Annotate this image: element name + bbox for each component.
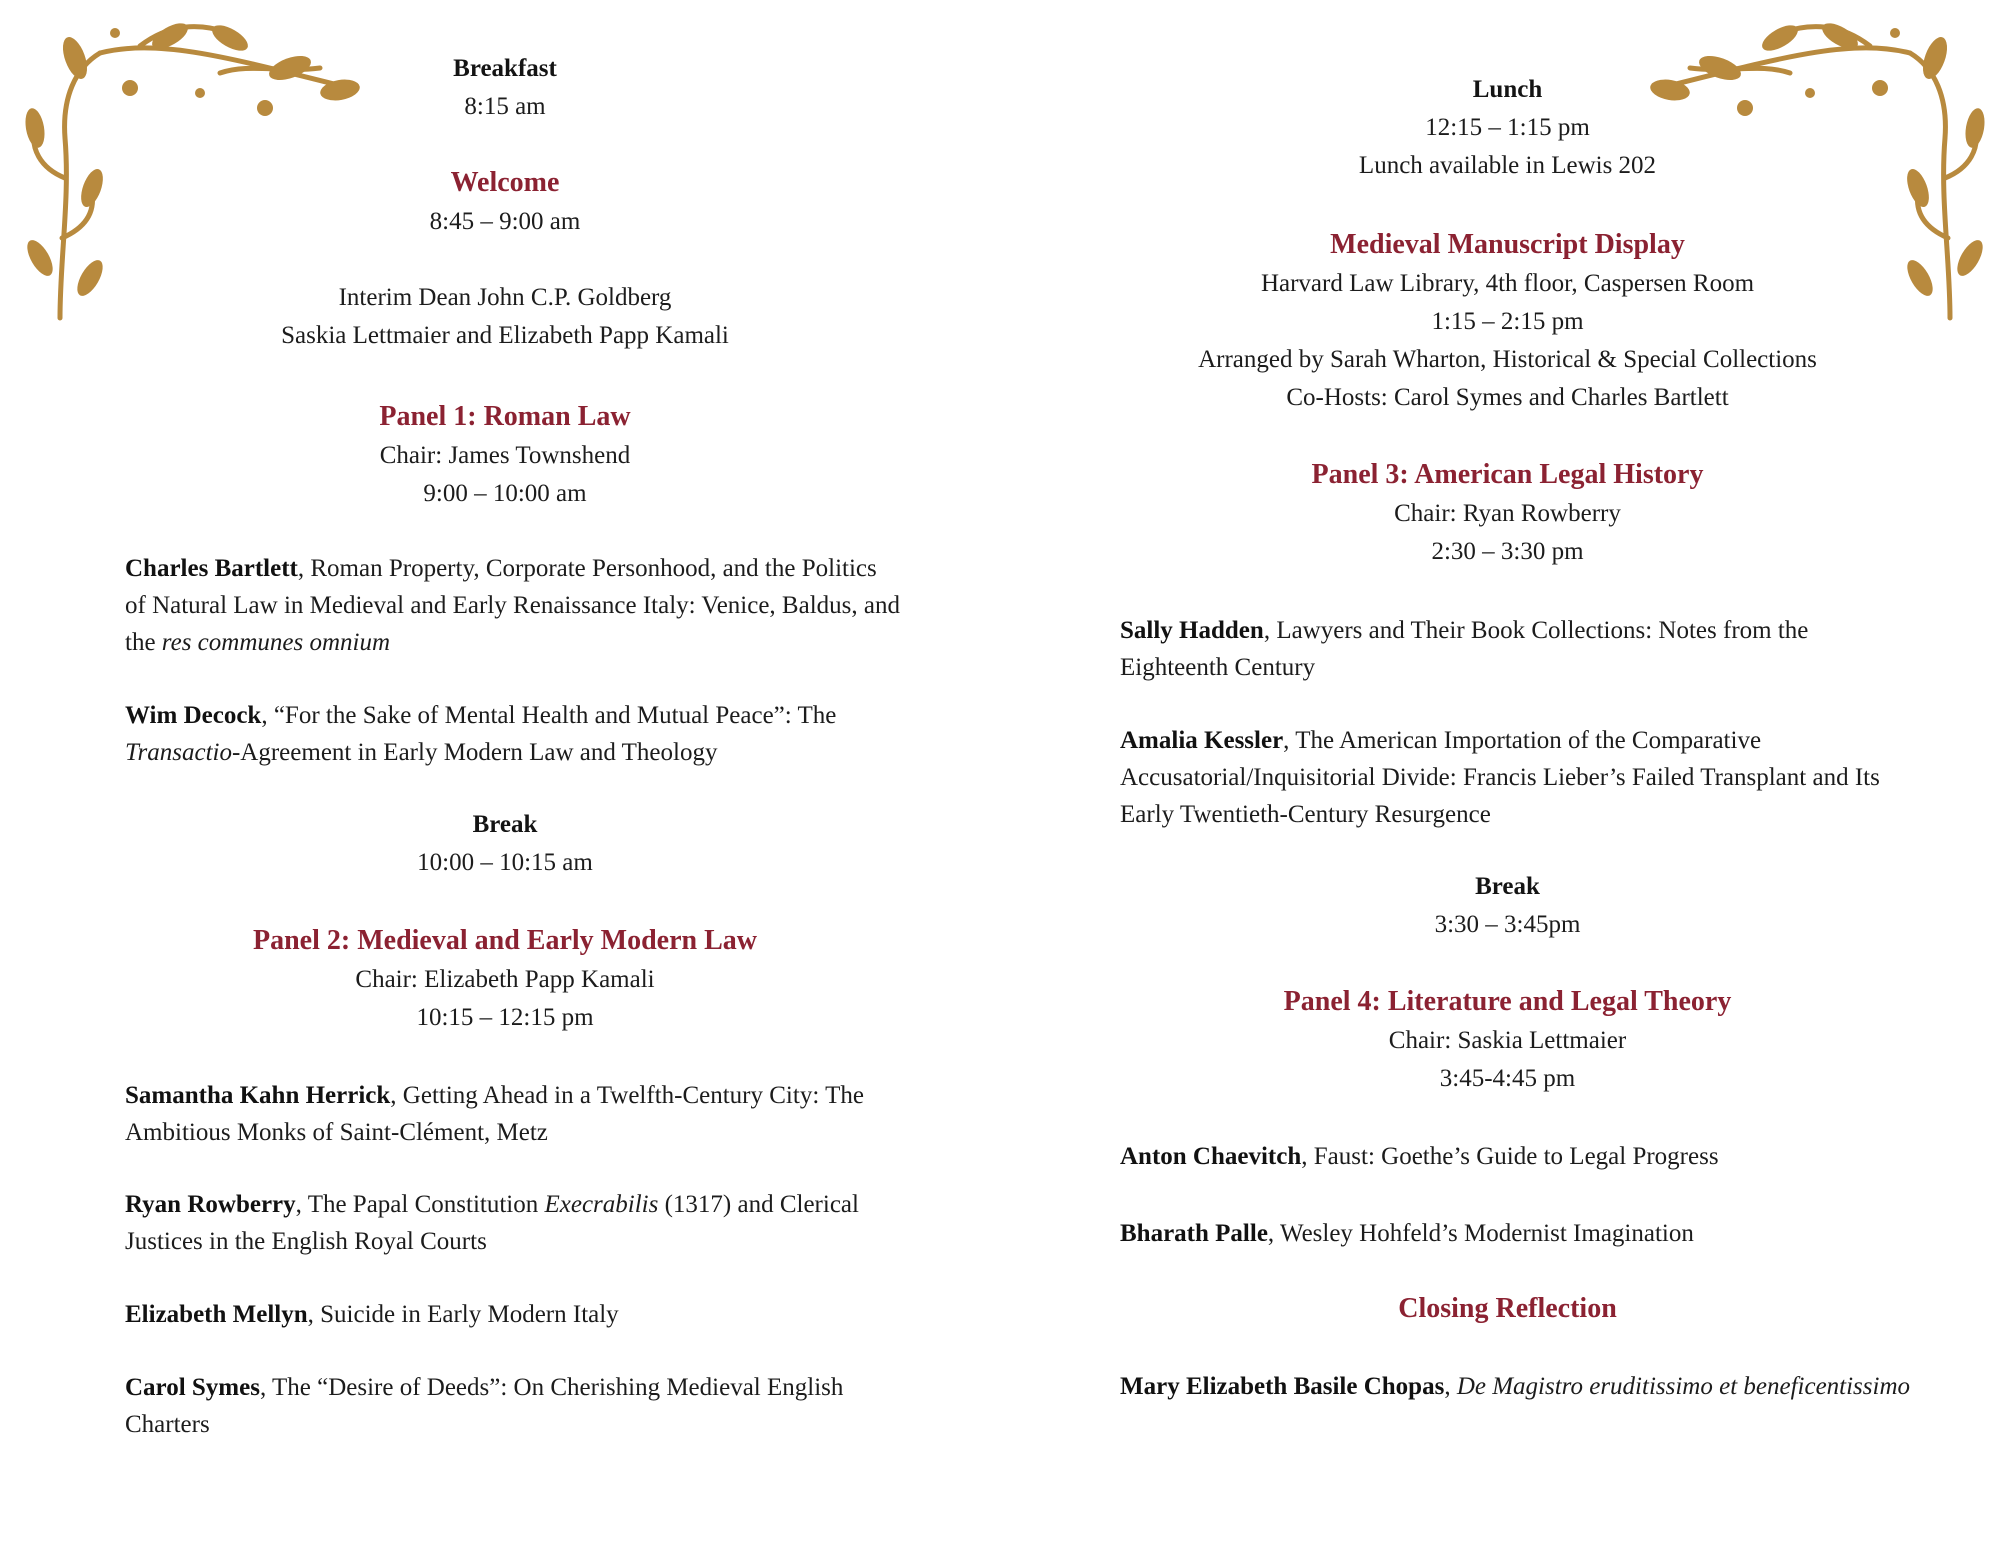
display-arranged: Arranged by Sarah Wharton, Historical & Special Collections bbox=[1198, 346, 1817, 373]
talk-speaker: Carol Symes bbox=[125, 1374, 260, 1401]
panel3-chair: Chair: Ryan Rowberry bbox=[1394, 500, 1621, 527]
panel4-header bbox=[1000, 982, 2000, 1098]
talk-title-italic: res communes omnium bbox=[161, 629, 391, 656]
talk-title: Agreement in Early Modern Law and Theology bbox=[240, 739, 718, 766]
talk-title: , Wesley Hohfeld’s Modernist Imagination bbox=[1267, 1220, 1694, 1247]
panel1-time: 9:00 – 10:00 am bbox=[423, 480, 587, 507]
talk-speaker: Bharath Palle bbox=[1120, 1220, 1268, 1247]
talk-title: , bbox=[1444, 1373, 1457, 1400]
talk-speaker: Anton Chaevitch bbox=[1120, 1143, 1302, 1170]
talk-entry bbox=[125, 1186, 900, 1260]
welcome-speaker: Saskia Lettmaier and Elizabeth Papp Kamali bbox=[281, 322, 729, 349]
panel4-chair: Chair: Saskia Lettmaier bbox=[1388, 1027, 1627, 1054]
talk-title: , “For the Sake of Mental Health and Mutual Peace”: The bbox=[261, 702, 837, 729]
panel2-chair: Chair: Elizabeth Papp Kamali bbox=[355, 966, 655, 993]
talk-title: , Faust: Goethe’s Guide to Legal Progress bbox=[1301, 1143, 1719, 1170]
talk-title: , The Papal Constitution bbox=[295, 1191, 545, 1218]
talk-speaker: Charles Bartlett bbox=[125, 555, 298, 582]
welcome-speaker: Interim Dean John C.P. Goldberg bbox=[338, 284, 672, 311]
talk-title: , Suicide in Early Modern Italy bbox=[307, 1301, 619, 1328]
panel1-header bbox=[0, 397, 1010, 513]
talk-entry bbox=[1120, 1215, 1920, 1252]
talk-title-italic: De Magistro eruditissimo et beneficentissimo bbox=[1456, 1373, 1911, 1400]
talk-speaker: Wim Decock bbox=[125, 702, 262, 729]
talk-entry bbox=[125, 1077, 900, 1151]
talk-title: , The “Desire of Deeds”: On Cherishing Medieval English Charters bbox=[125, 1374, 844, 1438]
talk-entry bbox=[1120, 1138, 1920, 1175]
display-location: Harvard Law Library, 4th floor, Caspersen Room bbox=[1260, 270, 1755, 297]
lunch-time: 12:15 – 1:15 pm bbox=[1425, 114, 1590, 141]
break-time: 3:30 – 3:45pm bbox=[1434, 911, 1581, 938]
breakfast-title: Breakfast bbox=[453, 55, 557, 82]
talk-entry bbox=[1120, 1368, 1960, 1405]
talk-title: , Roman Property, Corporate Personhood, and the Politics of Natural Law in Medieval and Early Renaissance Italy: Venice, Baldus, and the bbox=[125, 555, 900, 656]
talk-speaker: Samantha Kahn Herrick bbox=[125, 1082, 391, 1109]
talk-title-italic: Execrabilis bbox=[544, 1191, 659, 1218]
display-time: 1:15 – 2:15 pm bbox=[1431, 308, 1584, 335]
panel1-title: Panel 1: Roman Law bbox=[379, 401, 631, 432]
lunch-section bbox=[1000, 71, 2000, 185]
break-section bbox=[0, 806, 1010, 882]
lunch-title: Lunch bbox=[1472, 76, 1543, 103]
talk-title: , The American Importation of the Comparative Accusatorial/Inquisitorial Divide: Francis Lieber’s Failed Transplant and Its Early Twentieth-Century Resurgence bbox=[1120, 727, 1880, 828]
talk-entry bbox=[125, 550, 900, 661]
panel4-time: 3:45-4:45 pm bbox=[1439, 1065, 1576, 1092]
lunch-note: Lunch available in Lewis 202 bbox=[1358, 152, 1657, 179]
display-title: Medieval Manuscript Display bbox=[1330, 229, 1685, 260]
break-title: Break bbox=[1475, 873, 1540, 900]
breakfast-time: 8:15 am bbox=[464, 93, 546, 120]
talk-title-italic: Transactio- bbox=[125, 739, 241, 766]
break-time: 10:00 – 10:15 am bbox=[417, 849, 593, 876]
talk-title: (1317) and Clerical Justices in the English Royal Courts bbox=[125, 1191, 859, 1255]
welcome-section bbox=[0, 163, 1010, 355]
display-section bbox=[1000, 225, 2000, 417]
closing-title: Closing Reflection bbox=[1398, 1293, 1617, 1324]
talk-entry bbox=[125, 697, 900, 771]
break-title: Break bbox=[472, 811, 538, 838]
talk-entry bbox=[1120, 722, 1920, 833]
panel1-chair: Chair: James Townshend bbox=[379, 442, 631, 469]
panel4-title: Panel 4: Literature and Legal Theory bbox=[1283, 986, 1732, 1017]
talk-entry bbox=[125, 1296, 900, 1333]
panel2-header bbox=[0, 921, 1010, 1037]
display-cohosts: Co-Hosts: Carol Symes and Charles Bartlett bbox=[1286, 384, 1729, 411]
panel3-time: 2:30 – 3:30 pm bbox=[1431, 538, 1584, 565]
talk-speaker: Amalia Kessler bbox=[1120, 727, 1284, 754]
panel2-title: Panel 2: Medieval and Early Modern Law bbox=[253, 925, 757, 956]
closing-header bbox=[1000, 1289, 2000, 1329]
talk-speaker: Elizabeth Mellyn bbox=[125, 1301, 308, 1328]
welcome-title: Welcome bbox=[450, 167, 560, 198]
talk-title: , Lawyers and Their Book Collections: Notes from the Eighteenth Century bbox=[1120, 617, 1809, 681]
talk-speaker: Ryan Rowberry bbox=[125, 1191, 296, 1218]
panel3-header bbox=[1000, 455, 2000, 571]
panel3-title: Panel 3: American Legal History bbox=[1311, 459, 1704, 490]
talk-entry bbox=[125, 1369, 900, 1443]
talk-entry bbox=[1120, 612, 1920, 686]
welcome-time: 8:45 – 9:00 am bbox=[429, 208, 581, 235]
breakfast-section bbox=[0, 50, 1010, 126]
panel2-time: 10:15 – 12:15 pm bbox=[416, 1004, 594, 1031]
break-section bbox=[1000, 868, 2000, 944]
talk-speaker: Sally Hadden bbox=[1120, 617, 1264, 644]
talk-speaker: Mary Elizabeth Basile Chopas bbox=[1120, 1373, 1445, 1400]
talk-title: , Getting Ahead in a Twelfth-Century City: The Ambitious Monks of Saint-Clément, Metz bbox=[125, 1082, 864, 1146]
